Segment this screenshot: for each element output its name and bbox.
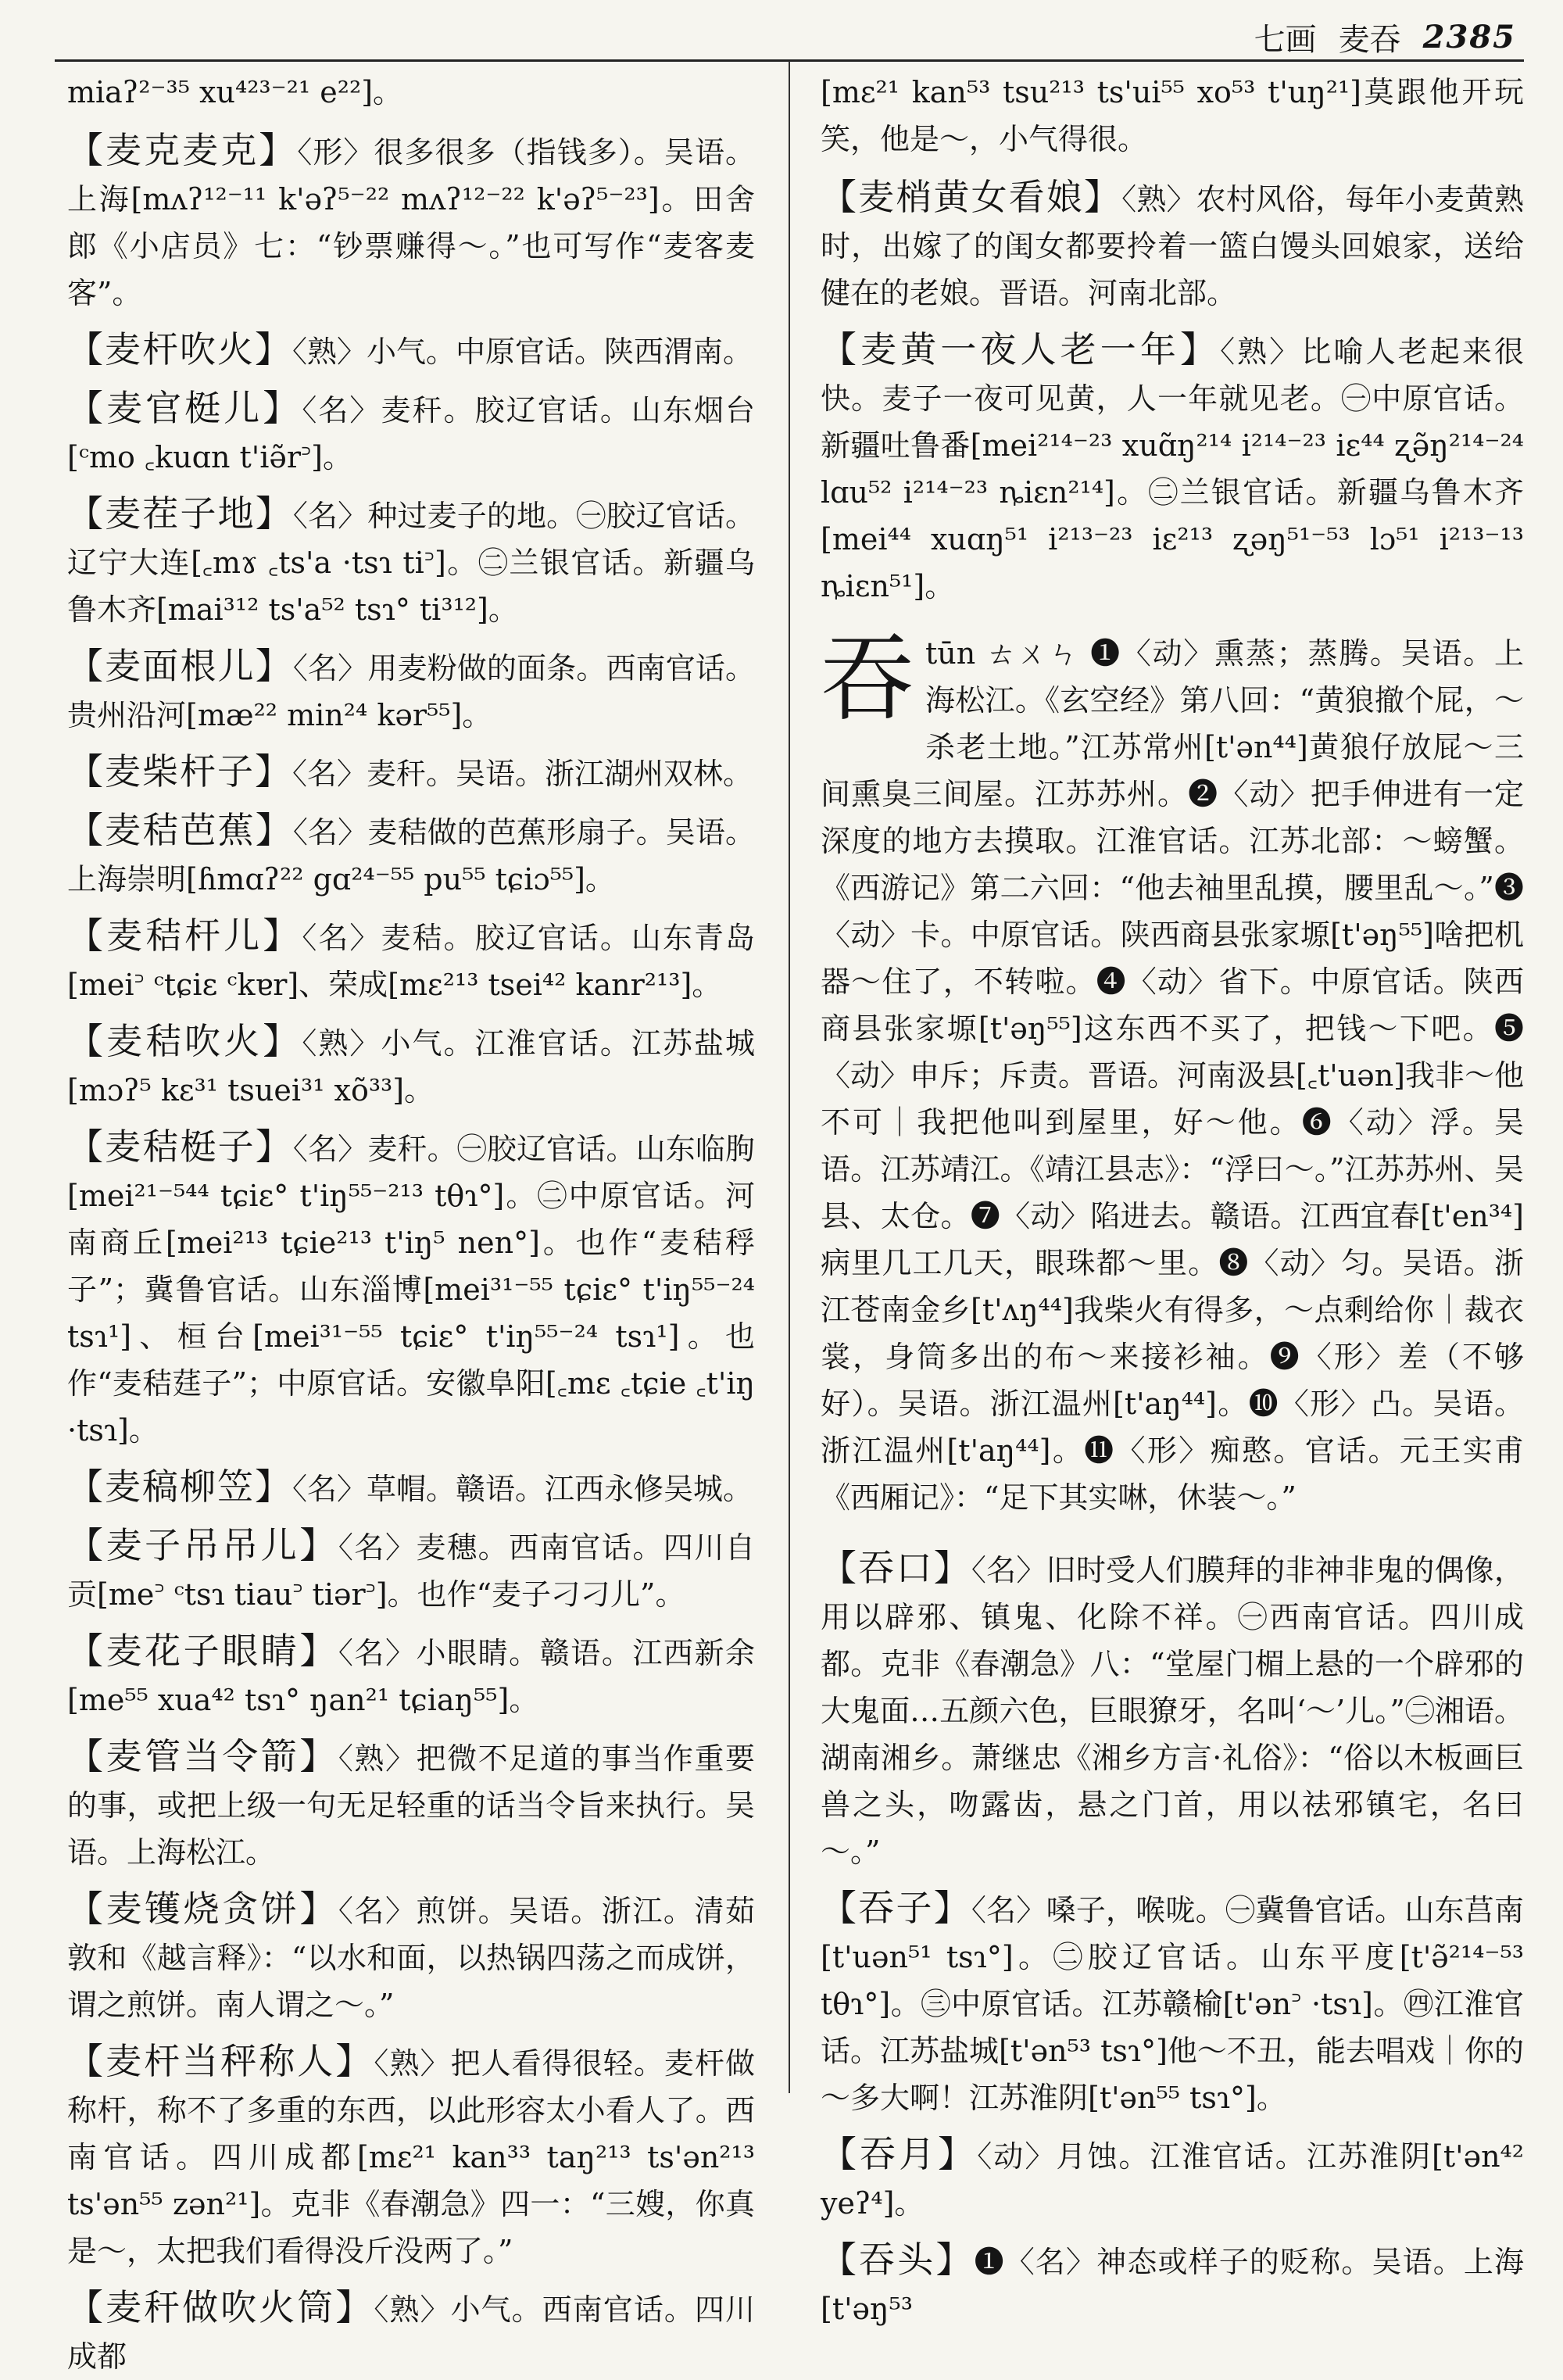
entry-headword: 【 麦克麦克 】: [67, 129, 297, 171]
entry-definition: 〈名〉用麦粉做的面条。西南官话。贵州沿河[mæ²² min²⁴ kər⁵⁵]。: [67, 651, 756, 732]
entry-definition: 〈名〉麦穗。西南官话。四川自贡[me꜄ ᶜtsɿ tiau꜄ tiər꜄]。也作“麦子刁刁儿”。: [67, 1530, 756, 1612]
dictionary-entry: [67, 1885, 755, 2028]
entry-headword: 【 麦杆吹火 】: [67, 328, 292, 370]
entry-headword: 【 麦黄一夜人老一年 】: [821, 328, 1220, 370]
entry-headword: 【 麦茬子地 】: [67, 492, 293, 535]
continued-fragment: [mɛ²¹ kan⁵³ tsu²¹³ ts'ui⁵⁵ xo⁵³ t'uŋ²¹]莫跟他开玩笑，他是～，小气得很。: [821, 75, 1524, 156]
dictionary-entry: [821, 2236, 1524, 2332]
entry-definition: 〈名〉草帽。赣语。江西永修吴城。: [292, 1472, 753, 1506]
dictionary-entry: [67, 326, 755, 375]
entry-headword: 【 麦杆当秤称人 】: [67, 2040, 374, 2082]
dictionary-entry: [67, 642, 755, 739]
entry-definition: 〈名〉麦秆。吴语。浙江湖州双林。: [292, 757, 753, 791]
dictionary-entry: [67, 1463, 755, 1512]
entry-definition: 〈名〉麦秆。㊀胶辽官话。山东临朐[mei²¹⁻⁵⁴⁴ tɕiɛ° t'iŋ⁵⁵⁻²¹³ tθɿ°]。㊁中原官话。河南商丘[mei²¹³ tɕie²¹³ t'iŋ⁵ nen°]。也作“麦秸稃子”；冀鲁官话。山东淄博[mei³¹⁻⁵⁵ tɕiɛ° t'iŋ⁵⁵⁻²⁴ tsɿ¹]、桓台[mei³¹⁻⁵⁵ tɕiɛ° t'iŋ⁵⁵⁻²⁴ tsɿ¹]。也作“麦秸莛子”；中原官话。安徽阜阳[꜀mɛ ꜀tɕie ꜀t'iŋ ·tsɿ]。: [67, 1132, 756, 1448]
right-entries-b: [821, 1544, 1524, 2332]
dictionary-entry: [821, 326, 1524, 610]
dictionary-entry: [821, 174, 1524, 317]
entry-definition: 〈名〉煎饼。吴语。浙江。清茹敦和《越言释》：“以水和面，以热锅四荡之而成饼，谓之煎饼。南人谓之～。”: [67, 1894, 756, 2022]
dictionary-entry: [67, 2284, 755, 2380]
entry-definition: 〈动〉月蚀。江淮官话。江苏淮阴[t'ən⁴² yeʔ⁴]。: [821, 2139, 1525, 2221]
entry-definition: 〈名〉麦秸。胶辽官话。山东青岛[mei꜄ ᶜtɕiɛ ᶜkɐr]、荣成[mɛ²¹³ tsei⁴² kanr²¹³]。: [67, 921, 756, 1002]
entry-definition: 〈形〉很多很多（指钱多）。吴语。上海[mʌʔ¹²⁻¹¹ k'əʔ⁵⁻²² mʌʔ¹²⁻²² k'əʔ⁵⁻²³]。田舍郎《小店员》七：“钞票赚得～。”也可写作“麦客麦客”。: [67, 135, 755, 310]
entry-headword: 【 吞口 】: [821, 1547, 971, 1589]
dictionary-entry: [67, 1018, 755, 1114]
dictionary-entry: [67, 807, 755, 903]
entry-headword: 【 麦面根儿 】: [67, 645, 293, 687]
entry-definition: 〈熟〉把人看得很轻。麦杆做称杆，称不了多重的东西，以此形容太小看人了。西南官话。四川成都[mɛ²¹ kan³³ taŋ²¹³ ts'ən²¹³ ts'ən⁵⁵ zən²¹]。克非《春潮急》四一：“三嫂，你真是～，太把我们看得没斤没两了。”: [67, 2046, 756, 2268]
entry-definition: 〈熟〉小气。西南官话。四川成都: [67, 2292, 756, 2374]
page-number: 2385: [1422, 18, 1516, 55]
entry-definition: 〈名〉旧时受人们膜拜的非神非鬼的偶像，用以辟邪、镇鬼、化除不祥。㊀西南官话。四川成都。克非《春潮急》八：“堂屋门楣上悬的一个辟邪的大鬼面…五颜六色，巨眼獠牙，名叫‘～’儿。”㊁湘语。湖南湘乡。萧继忠《湘乡方言·礼俗》：“俗以木板画巨兽之头，吻露齿，悬之门首，用以祛邪镇宅，名曰～。”: [821, 1553, 1525, 1869]
left-column: [67, 69, 756, 2374]
entry-definition: 〈熟〉小气。江淮官话。江苏盐城[mɔʔ⁵ kɛ³¹ tsuei³¹ xõ³³]。: [67, 1026, 756, 1108]
continued-fragment: miaʔ²⁻³⁵ xu⁴²³⁻²¹ e²²]。: [67, 75, 403, 109]
entry-definition: 〈名〉种过麦子的地。㊀胶辽官话。辽宁大连[꜀mɤ ꜀ts'a ·tsɿ ti꜄]。㊁兰银官话。新疆乌鲁木齐[mai³¹² ts'a⁵² tsɿ° ti³¹²]。: [67, 499, 756, 627]
entry-definition: 〈名〉嗓子，喉咙。㊀冀鲁官话。山东莒南[t'uən⁵¹ tsɿ°]。㊁胶辽官话。山东平度[t'ə̃²¹⁴⁻⁵³ tθɿ°]。㊂中原官话。江苏赣榆[t'ən꜄ ·tsɿ]。㊃江淮官话。江苏盐城[t'ən⁵³ tsɿ°]他～不丑，能去唱戏｜你的～多大啊！江苏淮阴[t'ən⁵⁵ tsɿ°]。: [821, 1893, 1525, 2115]
right-column: [821, 69, 1525, 2326]
entry-definition: 〈熟〉小气。中原官话。陕西渭南。: [292, 335, 753, 369]
dictionary-entry: [67, 1522, 755, 1618]
character-definition: tūn ㄊㄨㄣ ❶〈动〉熏蒸；蒸腾。吴语。上海松江。《玄空经》第八回：“黄狼撤个屁，～杀老土地。”江苏常州[t'ən⁴⁴]黄狼仔放屁～三间熏臭三间屋。江苏苏州。❷〈动〉把手伸进有一定深度的地方去摸取。江淮官话。江苏北部：～螃蟹。《西游记》第二六回：“他去袖里乱摸，腰里乱～。”❸〈动〉卡。中原官话。陕西商县张家塬[t'əŋ⁵⁵]啥把机器～住了，不转啦。❹〈动〉省下。中原官话。陕西商县张家塬[t'əŋ⁵⁵]这东西不买了，把钱～下吧。❺〈动〉申斥；斥责。晋语。河南汲县[꜀t'uən]我非～他不可｜我把他叫到屋里，好～他。❻〈动〉浮。吴语。江苏靖江。《靖江县志》：“浮曰～。”江苏苏州、吴县、太仓。❼〈动〉陷进去。赣语。江西宜春[t'en³⁴]病里几工几天，眼珠都～里。❽〈动〉匀。吴语。浙江苍南金乡[t'ʌŋ⁴⁴]我柴火有得多，～点剩给你｜裁衣裳，身筒多出的布～来接衫袖。❾〈形〉差（不够好）。吴语。浙江温州[t'aŋ⁴⁴]。❿〈形〉凸。吴语。浙江温州[t'aŋ⁴⁴]。⓫〈形〉痴憨。官话。元王实甫《西厢记》：“足下其实啉，休装～。”: [821, 636, 1524, 1515]
dictionary-entry: [67, 912, 755, 1008]
entry-headword: 【 麦秸梃子 】: [67, 1126, 293, 1168]
dictionary-entry: [67, 1733, 755, 1876]
entry-headword: 【 麦镬烧贪饼 】: [67, 1888, 338, 1930]
entry-headword: 【 吞子 】: [821, 1887, 971, 1929]
right-entries-a: [821, 174, 1524, 610]
dictionary-entry: [821, 1544, 1524, 1875]
column-divider: [789, 61, 790, 2093]
entry-definition: 〈熟〉比喻人老起来很快。麦子一夜可见黄，人一年就见老。㊀中原官话。新疆吐鲁番[mei²¹⁴⁻²³ xuɑ̃ŋ²¹⁴ i²¹⁴⁻²³ iɛ⁴⁴ ʐə̃ŋ²¹⁴⁻²⁴ lɑu⁵² i²¹⁴⁻²³ ȵiɛn²¹⁴]。㊁兰银官话。新疆乌鲁木齐[mei⁴⁴ xuɑŋ⁵¹ i²¹³⁻²³ iɛ²¹³ ʐəŋ⁵¹⁻⁵³ lɔ⁵¹ i²¹³⁻¹³ ȵiɛn⁵¹]。: [821, 335, 1525, 603]
dictionary-entry: [67, 385, 755, 481]
entry-headword: 【 吞头 】: [821, 2239, 975, 2281]
header-section: 七画: [1254, 21, 1317, 58]
character-headword: 吞: [821, 625, 914, 734]
page-header: [1219, 17, 1516, 56]
dictionary-entry: [67, 127, 755, 317]
dictionary-entry: [821, 1884, 1524, 2121]
entry-headword: 【 麦秸芭蕉 】: [67, 809, 293, 851]
dictionary-entry: [67, 490, 755, 633]
entry-definition: 〈名〉麦秸做的芭蕉形扇子。吴语。上海崇明[ɦmɑʔ²² gɑ²⁴⁻⁵⁵ pu⁵⁵ tɕiɔ⁵⁵]。: [67, 815, 756, 897]
left-entries: [67, 127, 755, 2380]
entry-headword: 【 麦柴杆子 】: [67, 750, 292, 793]
header-range: 麦吞: [1338, 21, 1401, 58]
dictionary-entry: [67, 2038, 755, 2274]
entry-headword: 【 麦梢黄女看娘 】: [821, 176, 1121, 218]
character-entry: [821, 625, 1524, 1521]
entry-headword: 【 麦秸杆儿 】: [67, 914, 302, 957]
entry-headword: 【 麦秆做吹火筒 】: [67, 2286, 374, 2328]
entry-headword: 【 麦秸吹火 】: [67, 1020, 302, 1062]
entry-definition: ❶〈名〉神态或样子的贬称。吴语。上海[t'əŋ⁵³: [821, 2245, 1525, 2326]
dictionary-entry: [67, 748, 755, 797]
entry-headword: 【 麦花子眼睛 】: [67, 1630, 338, 1672]
dictionary-entry: [67, 1123, 755, 1454]
entry-definition: 〈熟〉农村风俗，每年小麦黄熟时，出嫁了的闺女都要拎着一篮白馒头回娘家，送给健在的老娘。晋语。河南北部。: [821, 182, 1525, 310]
entry-headword: 【 麦子吊吊儿 】: [67, 1524, 338, 1566]
entry-definition: 〈熟〉把微不足道的事当作重要的事，或把上级一句无足轻重的话当令旨来执行。吴语。上海松江。: [67, 1741, 756, 1870]
entry-headword: 【 麦官梃儿 】: [67, 387, 302, 429]
dictionary-entry: [821, 2131, 1524, 2227]
dictionary-entry: [67, 1627, 755, 1723]
entry-headword: 【 吞月 】: [821, 2133, 977, 2175]
entry-definition: 〈名〉麦秆。胶辽官话。山东烟台[ᶜmo ꜀kuɑn t'iə̃r꜄]。: [67, 393, 756, 474]
entry-headword: 【 麦稿柳笠 】: [67, 1466, 292, 1508]
entry-headword: 【 麦管当令箭 】: [67, 1735, 338, 1777]
entry-definition: 〈名〉小眼睛。赣语。江西新余[me⁵⁵ xua⁴² tsɿ° ŋan²¹ tɕiaŋ⁵⁵]。: [67, 1636, 756, 1717]
